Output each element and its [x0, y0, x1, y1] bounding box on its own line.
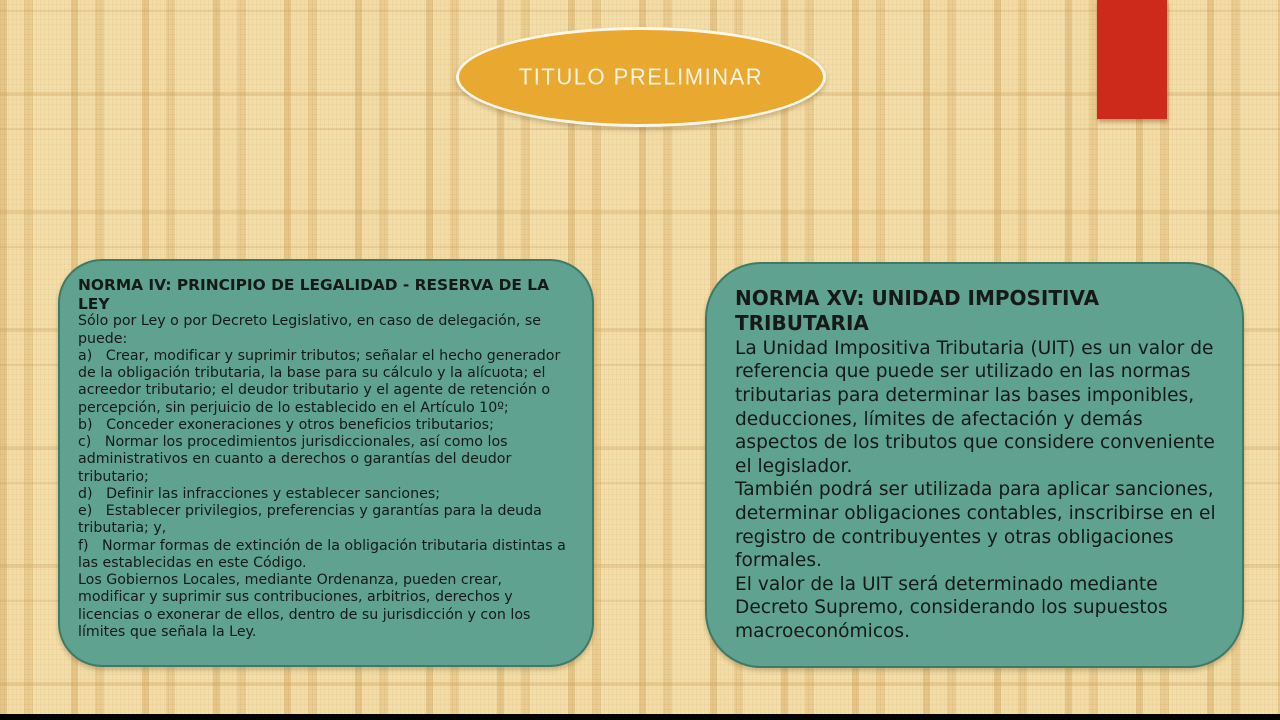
norma-xv-title: NORMA XV: UNIDAD IMPOSITIVA TRIBUTARIA [735, 286, 1100, 336]
paragraph: e) Establecer privilegios, preferencias y garantías para la deuda tributaria; y, [78, 503, 542, 537]
paragraph: c) Normar los procedimientos jurisdiccionales, así como los administrativos en cuanto a derechos o garantías del deudor tributario; [78, 434, 512, 485]
red-accent-block [1097, 0, 1167, 119]
paragraph: f) Normar formas de extinción de la obligación tributaria distintas a las establecidas en este Código. [78, 537, 566, 571]
slide-title: TITULO PRELIMINAR [518, 63, 764, 90]
norma-iv-body [78, 313, 572, 641]
norma-iv-card [58, 259, 594, 667]
paragraph: El valor de la UIT será determinado mediante Decreto Supremo, considerando los supuestos macroeconómicos. [735, 573, 1168, 643]
paragraph: a) Crear, modificar y suprimir tributos; señalar el hecho generador de la obligación tributaria, la base para su cálculo y la alícuota; el acreedor tributario; el deudor tributario y el agente de retención o percepción, sin perjuicio de lo establecido en el Artículo 10º; [78, 347, 561, 416]
paragraph: La Unidad Impositiva Tributaria (UIT) es un valor de referencia que puede ser utilizado en las normas tributarias para determinar las bases imponibles, deducciones, límites de afectación y demás aspectos de los tributos que considere conveniente el legislador. [735, 337, 1215, 477]
norma-xv-body [735, 337, 1216, 644]
paragraph: d) Definir las infracciones y establecer sanciones; [78, 485, 440, 502]
norma-iv-title: NORMA IV: PRINCIPIO DE LEGALIDAD - RESERVA DE LA LEY [78, 276, 549, 313]
paragraph: También podrá ser utilizada para aplicar sanciones, determinar obligaciones contables, inscribirse en el registro de contribuyentes y otras obligaciones formales. [735, 479, 1216, 572]
paragraph: Los Gobiernos Locales, mediante Ordenanza, pueden crear, modificar y suprimir sus contribuciones, arbitrios, derechos y licencias o exonerar de ellos, dentro de su jurisdicción y con los límites que señala la Ley. [78, 572, 531, 640]
title-ellipse [456, 27, 826, 127]
paragraph: b) Conceder exoneraciones y otros beneficios tributarios; [78, 416, 494, 433]
paragraph: Sólo por Ley o por Decreto Legislativo, en caso de delegación, se puede: [78, 313, 541, 347]
norma-xv-card [705, 262, 1244, 668]
letterbox-bar-bottom [0, 714, 1280, 720]
